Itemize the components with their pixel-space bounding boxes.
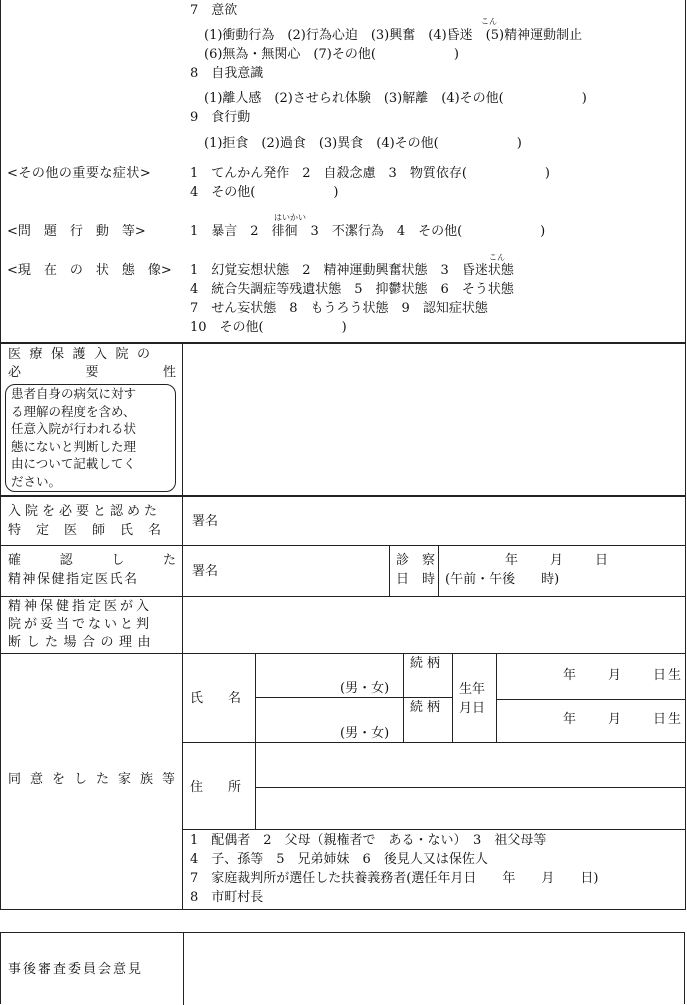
family-birth-label1: 生年 — [459, 682, 486, 697]
current-state-line2: 4 統合失調症等残遺状態 5 抑鬱状態 6 そう状態 — [190, 282, 514, 297]
review-divider — [183, 933, 184, 1005]
family-birth2[interactable]: 年 月 日生 — [563, 712, 684, 727]
item7-title: 7 意欲 — [190, 3, 238, 18]
family-name-mid — [255, 697, 453, 698]
confirm-divider-1 — [389, 545, 390, 596]
other-symptoms-line2: 4 その他( ) — [190, 185, 339, 200]
rule-designated-top — [0, 596, 686, 597]
family-sex1[interactable]: (男・女) — [340, 681, 390, 696]
family-rel-line2: 4 子、孫等 5 兄弟姉妹 6 後見人又は保佐人 — [190, 852, 488, 867]
necessity-note-line4: 態にないと判断した理 — [11, 438, 137, 454]
family-rel-line3: 7 家庭裁判所が選任した扶養義務者(選任年月日 年 月 日) — [190, 871, 599, 886]
item7-line1: (1)衝動行為 (2)行為心迫 (3)興奮 (4)昏迷 (5)精神運動制止 — [204, 28, 583, 43]
item8-line1: (1)離人感 (2)させられ体験 (3)解離 (4)その他( ) — [204, 91, 587, 106]
confirm-label1-a: 確 — [8, 553, 22, 568]
item9-line1: (1)拒食 (2)過食 (3)異食 (4)その他( ) — [204, 136, 522, 151]
necessity-note-line5: 由について記載してく — [11, 456, 136, 471]
current-state-label: <現 在 の 状 態 像> — [7, 263, 172, 278]
problem-behavior-ruby: はいかい — [274, 213, 306, 222]
rule-specified-top — [0, 495, 686, 497]
family-name-bottom — [182, 742, 686, 743]
necessity-note-line6: ださい。 — [11, 473, 62, 489]
review-input[interactable] — [185, 935, 683, 1003]
designated-reason-label1: 精神保健指定医が入 — [8, 599, 153, 614]
exam-time[interactable]: (午前・午後 時) — [445, 572, 560, 587]
problem-behavior-line1: 1 暴言 2 徘徊 3 不潔行為 4 その他( ) — [190, 224, 546, 239]
specified-doctor-label1: 入院を必要と認めた — [8, 504, 162, 519]
necessity-note-line2: る理解の程度を含め、 — [11, 403, 136, 419]
current-state-line1: 1 幻覚妄想状態 2 精神運動興奮状態 3 昏迷状態 — [190, 263, 514, 278]
right-border-top — [685, 0, 686, 910]
family-col-birth-right — [496, 653, 497, 742]
necessity-label2-a: 必 — [8, 365, 22, 380]
rule-family-top — [0, 653, 686, 654]
designated-reason-label3: 断した場合の理由 — [8, 635, 157, 650]
designated-reason-label2: 院が妥当でないと判 — [8, 617, 153, 632]
family-address-label: 住 所 — [190, 780, 248, 795]
specified-doctor-sign[interactable]: 署名 — [192, 514, 219, 529]
family-birth1[interactable]: 年 月 日生 — [563, 668, 684, 683]
necessity-note-line3: 任意入院が行われる状 — [11, 421, 137, 436]
confirm-divider-2 — [438, 545, 439, 596]
family-rel-line4: 8 市町村長 — [190, 890, 264, 905]
confirm-doctor-label2: 精神保健指定医氏名 — [8, 572, 139, 587]
necessity-label2-c: 性 — [162, 365, 176, 380]
current-state-line4: 10 その他( ) — [190, 320, 347, 335]
item7-line2: (6)無為・無関心 (7)その他( ) — [204, 47, 459, 62]
rule-necessity-top — [0, 342, 686, 344]
exam-label2: 日 時 — [396, 572, 436, 587]
exam-label1: 診 察 — [396, 553, 436, 568]
other-symptoms-line1: 1 てんかん発作 2 自殺念慮 3 物質依存( ) — [190, 166, 550, 181]
review-label: 事後審査委員会意見 — [8, 962, 144, 977]
family-address-mid — [255, 787, 686, 788]
confirm-doctor-sign[interactable]: 署名 — [192, 564, 219, 579]
rule-table-bottom — [0, 909, 686, 910]
family-birth-mid — [496, 699, 686, 700]
item7-ruby: こん — [481, 17, 497, 26]
review-table — [0, 932, 685, 1004]
family-rel-line1: 1 配偶者 2 父母（親権者で ある・ない） 3 祖父母等 — [190, 833, 547, 848]
family-label: 同意をした家族等 — [8, 772, 185, 787]
necessity-label2 — [8, 366, 176, 379]
specified-doctor-label2: 特定医師氏名 — [8, 523, 177, 538]
necessity-note-line1: 患者自身の病気に対す — [11, 386, 137, 401]
exam-date[interactable]: 年 月 日 — [505, 553, 611, 568]
family-sex2[interactable]: (男・女) — [340, 726, 390, 741]
family-birth-label2: 月日 — [459, 701, 486, 716]
rule-confirm-top — [0, 545, 686, 546]
item9-title: 9 食行動 — [190, 110, 251, 125]
necessity-label1: 医療保護入院の — [8, 347, 159, 362]
confirm-label1-d: た — [162, 553, 176, 568]
family-col-name-right — [255, 653, 256, 829]
current-state-line3: 7 せん妄状態 8 もうろう状態 9 認知症状態 — [190, 301, 488, 316]
necessity-label2-b: 要 — [85, 365, 99, 380]
family-address-bottom — [182, 829, 686, 830]
necessity-note — [11, 385, 136, 490]
family-relation1: 続柄 — [410, 656, 445, 671]
problem-behavior-label: <問 題 行 動 等> — [7, 224, 146, 239]
divider-vertical — [182, 343, 183, 910]
confirm-label1-b: 認 — [59, 553, 73, 568]
confirm-label1-c: し — [111, 553, 125, 568]
current-state-ruby: こん — [489, 253, 505, 262]
item8-title: 8 自我意識 — [190, 66, 264, 81]
confirm-doctor-label1 — [8, 554, 176, 567]
other-symptoms-label: <その他の重要な症状> — [7, 166, 152, 181]
left-border-top — [0, 0, 1, 910]
family-name-label: 氏 名 — [190, 691, 248, 706]
family-relation2: 続柄 — [410, 700, 445, 715]
